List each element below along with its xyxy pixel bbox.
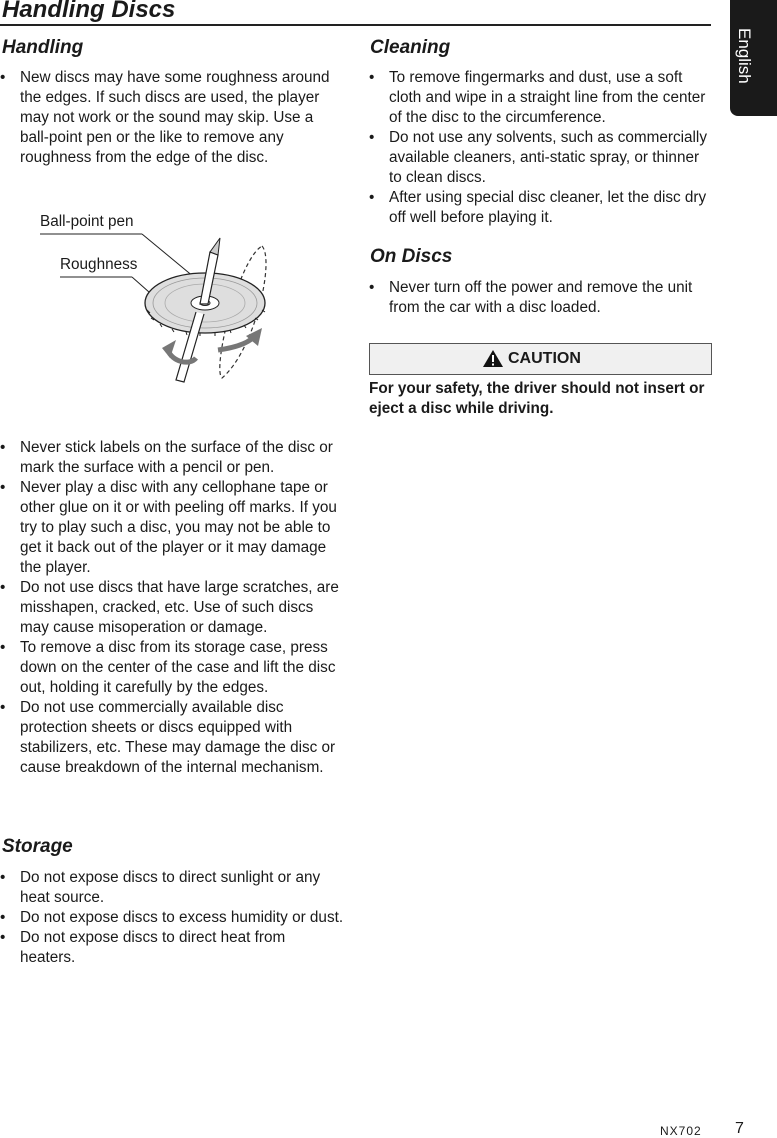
list-item: • To remove fingermarks and dust, use a soft cloth and wipe in a straight line from the center of the disc to the circumference.: [369, 68, 713, 128]
title-divider: [0, 24, 711, 26]
storage-heading: Storage: [2, 836, 73, 857]
list-item: • Do not use commercially available disc protection sheets or discs equipped with stabilizers, etc. These may damage the disc or cause breakdown of the internal mechanism.: [0, 698, 344, 778]
page-title: Handling Discs: [2, 0, 176, 23]
list-item: • Never stick labels on the surface of the disc or mark the surface with a pencil or pen.: [0, 438, 344, 478]
page-number: 7: [735, 1120, 744, 1137]
figure-label-pen: Ball-point pen: [40, 213, 134, 230]
list-item: • Do not expose discs to excess humidity or dust.: [0, 908, 344, 928]
list-item: • After using special disc cleaner, let the disc dry off well before playing it.: [369, 188, 713, 228]
model-number: NX702: [660, 1124, 702, 1138]
caution-text: For your safety, the driver should not insert or eject a disc while driving.: [369, 380, 705, 417]
cleaning-list: [369, 68, 713, 228]
list-item: • Do not use any solvents, such as commercially available cleaners, anti-static spray, or thinner to clean discs.: [369, 128, 713, 188]
caution-label: CAUTION: [508, 349, 581, 367]
figure-label-roughness: Roughness: [60, 256, 138, 273]
list-item: • Do not expose discs to direct sunlight or any heat source.: [0, 868, 344, 908]
handling-intro-list: [0, 68, 344, 168]
handling-list: [0, 438, 344, 778]
storage-list: [0, 868, 344, 968]
disc-illustration-icon: [0, 200, 344, 400]
list-item: • To remove a disc from its storage case, press down on the center of the case and lift the disc out, holding it carefully by the edges.: [0, 638, 344, 698]
language-tab-label: English: [735, 28, 754, 84]
list-item: • Do not use discs that have large scratches, are misshapen, cracked, etc. Use of such discs may cause misoperation or damage.: [0, 578, 344, 638]
language-tab: [730, 0, 777, 116]
list-item: • Never turn off the power and remove the unit from the car with a disc loaded.: [369, 278, 713, 318]
disc-figure: [0, 200, 344, 400]
on-discs-heading: On Discs: [370, 246, 453, 267]
cleaning-heading: Cleaning: [370, 37, 451, 58]
list-item: • Never play a disc with any cellophane tape or other glue on it or with peeling off marks. If you try to play such a disc, you may not be able to get it back out of the player or it may damage the player.: [0, 478, 344, 578]
on-discs-list: [369, 278, 713, 318]
list-item: • New discs may have some roughness around the edges. If such discs are used, the player may not work or the sound may skip. Use a ball-point pen or the like to remove any roughness from the edge of the disc.: [0, 68, 344, 168]
caution-banner: [369, 343, 712, 375]
warning-icon: [482, 349, 504, 368]
handling-heading: Handling: [2, 37, 84, 58]
list-item: • Do not expose discs to direct heat from heaters.: [0, 928, 344, 968]
